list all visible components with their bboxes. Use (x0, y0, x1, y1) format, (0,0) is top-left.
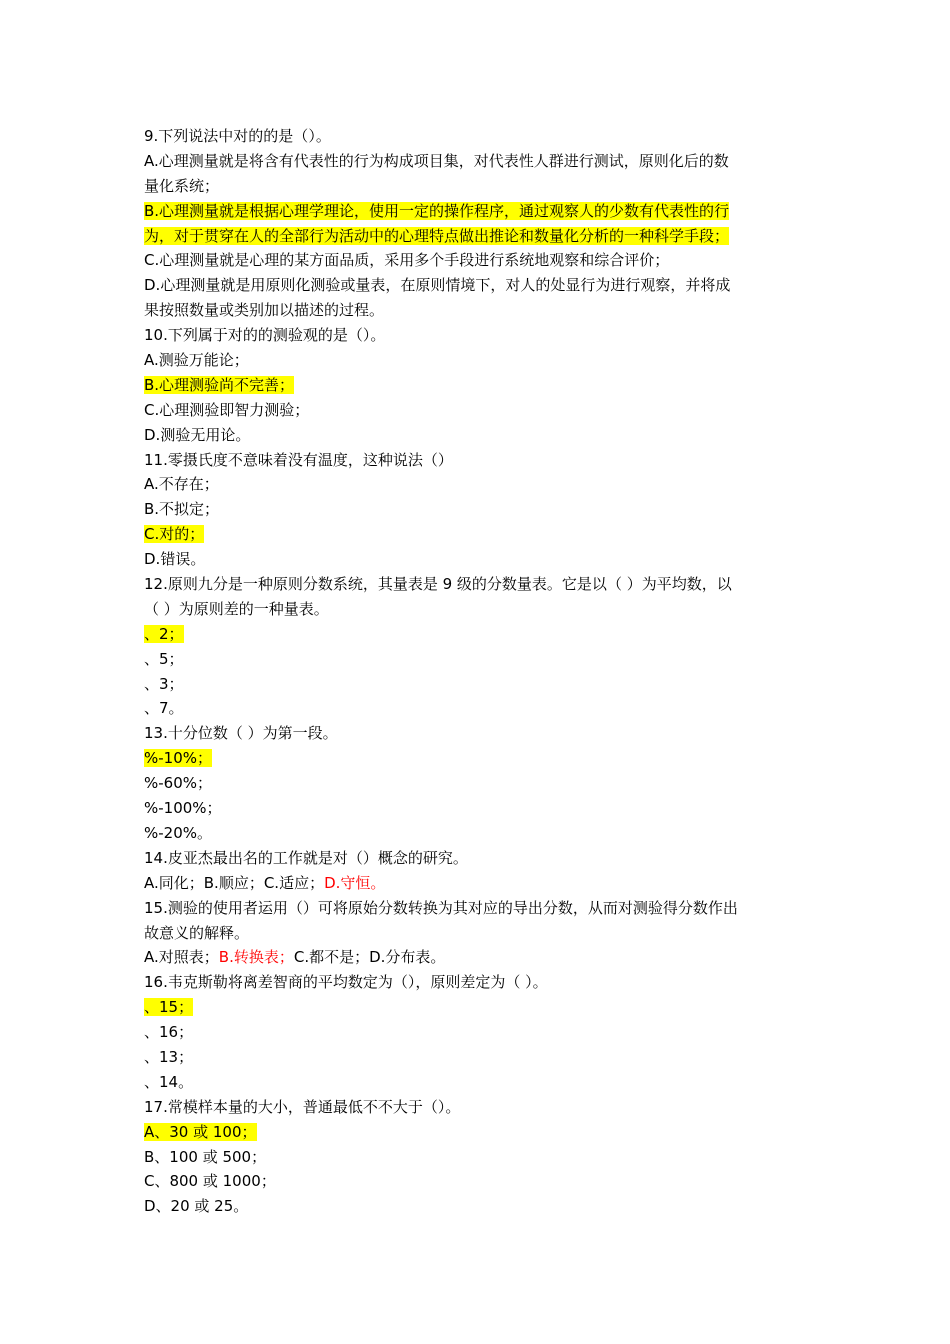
question-12-stem-line1: 12.原则九分是一种原则分数系统，其量表是 9 级的分数量表。它是以（ ）为平均数，以 (144, 575, 732, 594)
question-12-option-c: 、3； (144, 674, 184, 693)
question-17-option-c: C、800 或 1000； (144, 1172, 276, 1191)
question-9-option-d-line1: D.心理测量就是用原则化测验或量表，在原则情境下，对人的处显行为进行观察，并将成 (144, 276, 731, 295)
question-12-option-a: 、2； (144, 624, 184, 643)
question-16-option-a: 、15； (144, 998, 194, 1017)
question-13-stem: 13.十分位数（ ）为第一段。 (144, 724, 338, 743)
question-9-option-c: C.心理测量就是心理的某方面品质，采用多个手段进行系统地观察和综合评价； (144, 251, 670, 270)
question-15-options (144, 945, 810, 970)
question-17-stem: 17.常模样本量的大小，普通最低不不大于（）。 (144, 1097, 461, 1116)
question-13-option-b: %-60%； (144, 774, 213, 793)
question-9-stem: 9.下列说法中对的的是（）。 (144, 127, 331, 145)
question-11-option-d: D.错误。 (144, 550, 206, 569)
question-10-option-c: C.心理测验即智力测验； (144, 400, 310, 419)
question-11-stem: 11.零摄氏度不意味着没有温度，这种说法（） (144, 450, 453, 469)
question-15-answer: B.转换表； (218, 948, 294, 967)
question-16-option-d: 、14。 (144, 1072, 194, 1091)
question-15-stem-line2: 故意义的解释。 (144, 923, 250, 942)
question-17-option-d: D、20 或 25。 (144, 1197, 249, 1216)
question-14-options (144, 871, 810, 896)
question-9-option-a-line1: A.心理测量就是将含有代表性的行为构成项目集，对代表性人群进行测试，原则化后的数 (144, 151, 729, 170)
question-10-option-b: B.心理测验尚不完善； (144, 375, 295, 394)
question-15-option-a: A.对照表； (144, 948, 219, 967)
question-11-option-b: B.不拟定； (144, 500, 220, 519)
question-16-option-c: 、13； (144, 1047, 194, 1066)
question-12-option-d: 、7。 (144, 699, 184, 718)
document-page (144, 124, 810, 1219)
question-14-options-plain: A.同化；B.顺应；C.适应； (144, 873, 325, 892)
question-10-option-a: A.测验万能论； (144, 351, 249, 370)
question-16-stem: 16.韦克斯勒将离差智商的平均数定为（），原则差定为（ ）。 (144, 973, 548, 992)
question-13-option-c: %-100%； (144, 799, 222, 818)
question-9-option-a-line2: 量化系统； (144, 176, 220, 195)
question-17-option-a: A、30 或 100； (144, 1122, 257, 1141)
question-11-option-a: A.不存在； (144, 475, 219, 494)
question-14-answer: D.守恒。 (324, 873, 386, 892)
question-16-option-b: 、16； (144, 1023, 194, 1042)
question-15-option-rest: C.都不是；D.分布表。 (293, 948, 446, 967)
question-15-stem-line1: 15.测验的使用者运用（）可将原始分数转换为其对应的导出分数，从而对测验得分数作出 (144, 898, 738, 917)
question-17-option-b: B、100 或 500； (144, 1147, 267, 1166)
question-10-option-d: D.测验无用论。 (144, 425, 251, 444)
question-13-option-d: %-20%。 (144, 823, 213, 842)
question-9-option-b-line2: 为，对于贯穿在人的全部行为活动中的心理特点做出推论和数量化分析的一种科学手段； (144, 226, 730, 245)
question-9-option-d-line2: 果按照数量或类别加以描述的过程。 (144, 301, 385, 320)
question-12-option-b: 、5； (144, 649, 184, 668)
question-9-option-b-line1: B.心理测量就是根据心理学理论，使用一定的操作程序，通过观察人的少数有代表性的行 (144, 201, 730, 220)
question-13-option-a: %-10%； (144, 749, 213, 768)
question-14-stem: 14.皮亚杰最出名的工作就是对（）概念的研究。 (144, 848, 468, 867)
question-11-option-c: C.对的； (144, 525, 205, 544)
question-10-stem: 10.下列属于对的的测验观的是（）。 (144, 326, 386, 345)
question-12-stem-line2: （ ）为原则差的一种量表。 (144, 599, 329, 618)
